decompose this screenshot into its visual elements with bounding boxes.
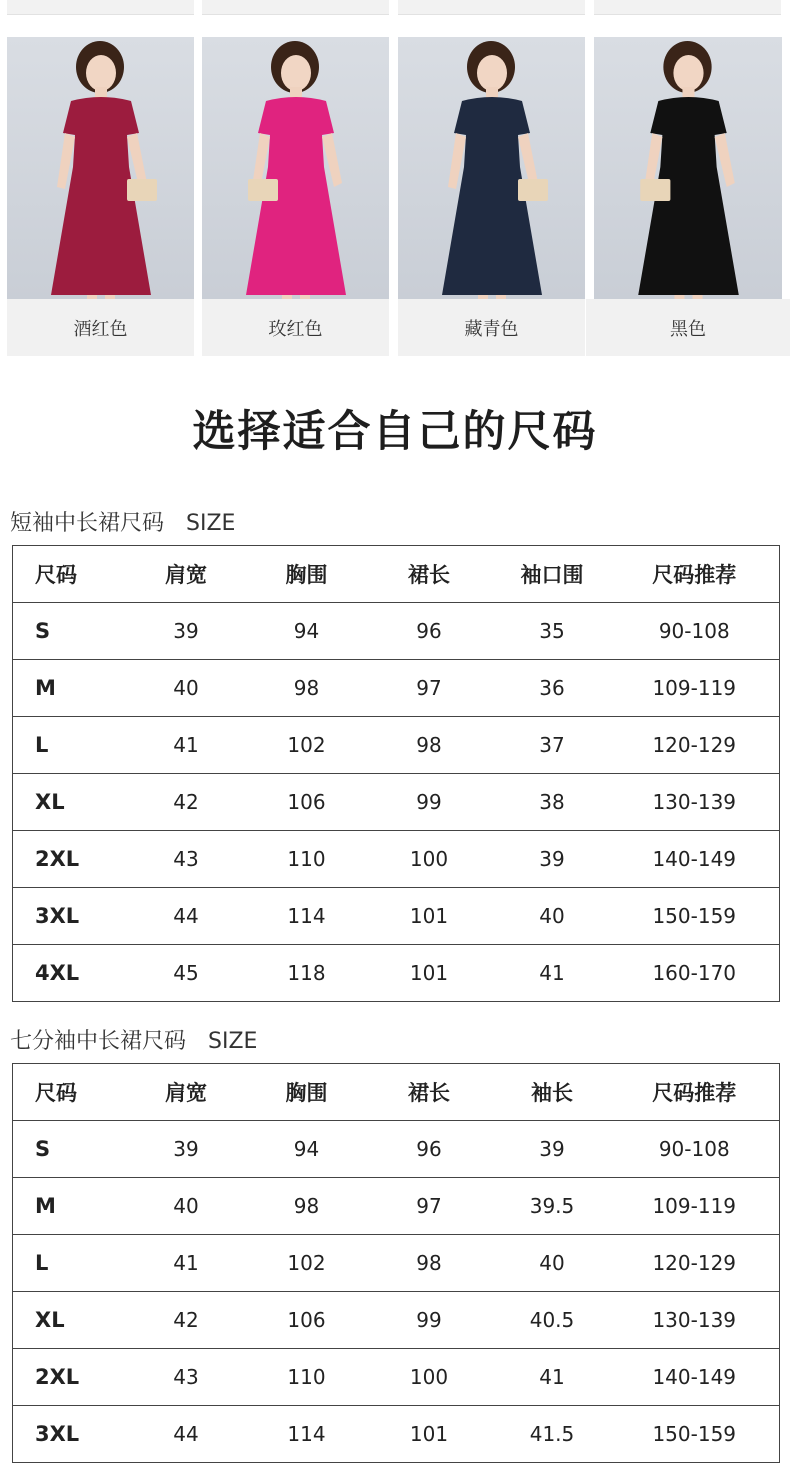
measurement-cell: 96 xyxy=(364,603,495,660)
table-label-short-sleeve xyxy=(10,506,235,537)
measurement-cell: 39 xyxy=(123,1121,250,1178)
column-header: 尺码推荐 xyxy=(610,546,780,603)
column-header: 尺码 xyxy=(13,546,123,603)
measurement-cell: 120-129 xyxy=(610,717,780,774)
measurement-cell: 37 xyxy=(495,717,610,774)
measurement-cell: 97 xyxy=(364,660,495,717)
dress-photo xyxy=(7,37,194,299)
dress-photo xyxy=(398,37,585,299)
swatch-navy[interactable] xyxy=(398,37,585,356)
previous-tile xyxy=(398,0,585,15)
swatch-caption: 酒红色 xyxy=(7,299,194,356)
measurement-cell: 98 xyxy=(364,717,495,774)
measurement-cell: 98 xyxy=(364,1235,495,1292)
table-row xyxy=(13,1178,780,1235)
table-label-three-quarter-sleeve xyxy=(10,1024,257,1055)
table-label-text: 短袖中长裙尺码 xyxy=(10,511,165,536)
table-header-row xyxy=(13,546,780,603)
measurement-cell: 90-108 xyxy=(610,1121,780,1178)
table-row xyxy=(13,831,780,888)
measurement-cell: 38 xyxy=(495,774,610,831)
size-cell: S xyxy=(13,1121,123,1178)
measurement-cell: 42 xyxy=(123,774,250,831)
measurement-cell: 98 xyxy=(250,660,364,717)
measurement-cell: 101 xyxy=(364,1406,495,1463)
measurement-cell: 106 xyxy=(250,774,364,831)
measurement-cell: 130-139 xyxy=(610,1292,780,1349)
size-cell: 3XL xyxy=(13,1406,123,1463)
measurement-cell: 110 xyxy=(250,831,364,888)
column-header: 袖长 xyxy=(495,1064,610,1121)
table-label-en: SIZE xyxy=(208,1029,258,1054)
swatch-rose-red[interactable] xyxy=(202,37,389,356)
column-header: 肩宽 xyxy=(123,546,250,603)
size-table-three-quarter-sleeve xyxy=(12,1063,780,1463)
dress-photo xyxy=(202,37,389,299)
size-cell: L xyxy=(13,1235,123,1292)
measurement-cell: 120-129 xyxy=(610,1235,780,1292)
size-cell: XL xyxy=(13,774,123,831)
table-row xyxy=(13,660,780,717)
measurement-cell: 90-108 xyxy=(610,603,780,660)
measurement-cell: 40 xyxy=(123,660,250,717)
measurement-cell: 150-159 xyxy=(610,888,780,945)
measurement-cell: 100 xyxy=(364,1349,495,1406)
size-cell: S xyxy=(13,603,123,660)
size-table-short-sleeve xyxy=(12,545,780,1002)
measurement-cell: 150-159 xyxy=(610,1406,780,1463)
measurement-cell: 94 xyxy=(250,1121,364,1178)
measurement-cell: 114 xyxy=(250,1406,364,1463)
measurement-cell: 40.5 xyxy=(495,1292,610,1349)
measurement-cell: 40 xyxy=(495,1235,610,1292)
measurement-cell: 140-149 xyxy=(610,831,780,888)
previous-tile xyxy=(7,0,194,15)
measurement-cell: 44 xyxy=(123,1406,250,1463)
column-header: 袖口围 xyxy=(495,546,610,603)
measurement-cell: 39 xyxy=(495,1121,610,1178)
previous-tile xyxy=(202,0,389,15)
measurement-cell: 39 xyxy=(123,603,250,660)
table-label-text: 七分袖中长裙尺码 xyxy=(10,1029,187,1054)
measurement-cell: 41.5 xyxy=(495,1406,610,1463)
table-row xyxy=(13,774,780,831)
measurement-cell: 106 xyxy=(250,1292,364,1349)
table-row xyxy=(13,888,780,945)
dress-photo xyxy=(594,37,782,299)
measurement-cell: 130-139 xyxy=(610,774,780,831)
size-cell: M xyxy=(13,1178,123,1235)
measurement-cell: 98 xyxy=(250,1178,364,1235)
measurement-cell: 43 xyxy=(123,831,250,888)
table-row xyxy=(13,603,780,660)
table-row xyxy=(13,1235,780,1292)
previous-tile xyxy=(594,0,781,15)
size-cell: XL xyxy=(13,1292,123,1349)
measurement-cell: 114 xyxy=(250,888,364,945)
measurement-cell: 94 xyxy=(250,603,364,660)
swatch-wine-red[interactable] xyxy=(7,37,194,356)
size-cell: 3XL xyxy=(13,888,123,945)
measurement-cell: 99 xyxy=(364,774,495,831)
measurement-cell: 41 xyxy=(123,1235,250,1292)
measurement-cell: 41 xyxy=(123,717,250,774)
measurement-cell: 41 xyxy=(495,945,610,1002)
measurement-cell: 109-119 xyxy=(610,660,780,717)
size-cell: 2XL xyxy=(13,1349,123,1406)
size-cell: M xyxy=(13,660,123,717)
size-cell: 4XL xyxy=(13,945,123,1002)
table-row xyxy=(13,1349,780,1406)
measurement-cell: 109-119 xyxy=(610,1178,780,1235)
model-illustration xyxy=(398,37,585,299)
column-header: 胸围 xyxy=(250,546,364,603)
measurement-cell: 36 xyxy=(495,660,610,717)
table-label-en: SIZE xyxy=(186,511,236,536)
table-row xyxy=(13,945,780,1002)
measurement-cell: 39.5 xyxy=(495,1178,610,1235)
table-row xyxy=(13,717,780,774)
measurement-cell: 96 xyxy=(364,1121,495,1178)
measurement-cell: 43 xyxy=(123,1349,250,1406)
column-header: 肩宽 xyxy=(123,1064,250,1121)
measurement-cell: 41 xyxy=(495,1349,610,1406)
measurement-cell: 42 xyxy=(123,1292,250,1349)
measurement-cell: 160-170 xyxy=(610,945,780,1002)
swatch-caption: 藏青色 xyxy=(398,299,585,356)
column-header: 尺码推荐 xyxy=(610,1064,780,1121)
swatch-black[interactable] xyxy=(586,37,790,356)
swatch-caption: 黑色 xyxy=(586,299,790,356)
measurement-cell: 102 xyxy=(250,717,364,774)
column-header: 尺码 xyxy=(13,1064,123,1121)
table-row xyxy=(13,1121,780,1178)
column-header: 裙长 xyxy=(364,546,495,603)
column-header: 裙长 xyxy=(364,1064,495,1121)
table-header-row xyxy=(13,1064,780,1121)
model-illustration xyxy=(202,37,389,299)
measurement-cell: 118 xyxy=(250,945,364,1002)
top-cutoff-strip xyxy=(0,0,790,16)
measurement-cell: 35 xyxy=(495,603,610,660)
measurement-cell: 100 xyxy=(364,831,495,888)
table-row xyxy=(13,1292,780,1349)
model-illustration xyxy=(7,37,194,299)
measurement-cell: 110 xyxy=(250,1349,364,1406)
measurement-cell: 39 xyxy=(495,831,610,888)
measurement-cell: 97 xyxy=(364,1178,495,1235)
measurement-cell: 40 xyxy=(123,1178,250,1235)
measurement-cell: 44 xyxy=(123,888,250,945)
size-cell: 2XL xyxy=(13,831,123,888)
size-cell: L xyxy=(13,717,123,774)
column-header: 胸围 xyxy=(250,1064,364,1121)
measurement-cell: 45 xyxy=(123,945,250,1002)
measurement-cell: 99 xyxy=(364,1292,495,1349)
measurement-cell: 40 xyxy=(495,888,610,945)
measurement-cell: 140-149 xyxy=(610,1349,780,1406)
measurement-cell: 101 xyxy=(364,945,495,1002)
measurement-cell: 102 xyxy=(250,1235,364,1292)
swatch-caption: 玫红色 xyxy=(202,299,389,356)
measurement-cell: 101 xyxy=(364,888,495,945)
table-row xyxy=(13,1406,780,1463)
model-illustration xyxy=(594,37,782,299)
section-title: 选择适合自己的尺码 xyxy=(192,407,598,457)
